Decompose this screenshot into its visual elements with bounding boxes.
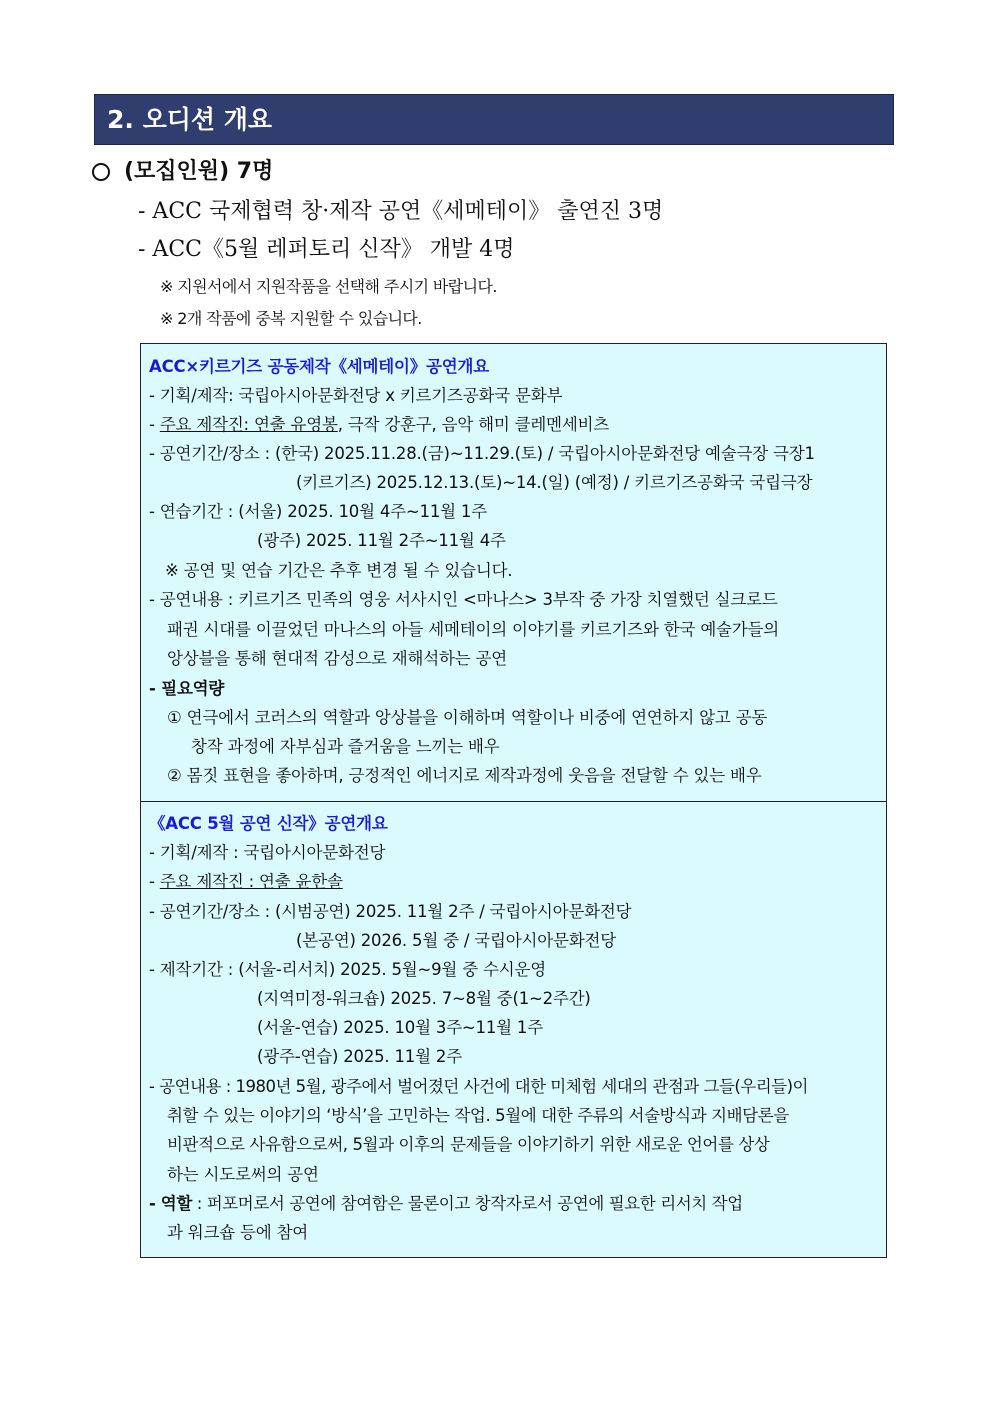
semetei-overview-box [140, 343, 887, 802]
section-title: 2. 오디션 개요 [94, 94, 894, 145]
content-line: - 공연내용 : 키르기즈 민족의 영웅 서사시인 <마나스> 3부작 중 가장 치열했던 실크로드 [149, 590, 778, 609]
recruit-note: ※ 지원서에서 지원작품을 선택해 주시기 바랍니다. [160, 277, 497, 296]
rehearsal-line: - 연습기간 : (서울) 2025. 10월 4주~11월 1주 [149, 502, 487, 521]
role-line [149, 1193, 743, 1215]
production-line: (서울-연습) 2025. 10월 3주~11월 1주 [257, 1018, 543, 1037]
production-line: (광주-연습) 2025. 11월 2주 [257, 1047, 462, 1066]
production-line: (지역미정-워크숍) 2025. 7~8월 중(1~2주간) [257, 989, 591, 1008]
competency-line [149, 678, 224, 700]
competency-prefix: - [149, 679, 162, 698]
box-title: 《ACC 5월 공연 신작》공연개요 [149, 814, 388, 833]
role-label: 역할 [160, 1194, 192, 1213]
planning-line: - 기획/제작 : 국립아시아문화전당 [149, 843, 386, 862]
staff-line [149, 414, 609, 436]
may-repertoire-overview-box [140, 801, 887, 1258]
staff-rest: , 극작 강훈구, 음악 해미 클레멘세비츠 [337, 415, 610, 434]
circle-bullet-icon [92, 163, 110, 181]
content-line: 취할 수 있는 이야기의 ‘방식’을 고민하는 작업. 5월에 대한 주류의 서술방식과 지배담론을 [167, 1106, 789, 1125]
competency-item: ② 몸짓 표현을 좋아하며, 긍정적인 에너지로 제작과정에 웃음을 전달할 수 있는 배우 [167, 766, 762, 785]
period-line: - 공연기간/장소 : (시범공연) 2025. 11월 2주 / 국립아시아문화전당 [149, 902, 632, 921]
role-prefix: - [149, 1194, 161, 1213]
box-title: ACC×키르기즈 공동제작《세메테이》공연개요 [149, 357, 489, 376]
recruit-note: ※ 2개 작품에 중복 지원할 수 있습니다. [160, 309, 422, 328]
content-line: 앙상블을 통해 현대적 감성으로 재해석하는 공연 [167, 649, 508, 668]
content-line: 비판적으로 사유함으로써, 5월과 이후의 문제들을 이야기하기 위한 새로운 언어를 상상 [167, 1135, 770, 1154]
staff-prefix: - [149, 415, 160, 434]
schedule-note: ※ 공연 및 연습 기간은 추후 변경 될 수 있습니다. [165, 561, 513, 580]
content-line: 패권 시대를 이끌었던 마나스의 아들 세메테이의 이야기를 키르기즈와 한국 예술가들의 [167, 620, 780, 639]
competency-item: 창작 과정에 자부심과 즐거움을 느끼는 배우 [191, 737, 500, 756]
recruit-heading [90, 157, 273, 187]
period-line: - 공연기간/장소 : (한국) 2025.11.28.(금)~11.29.(토) / 국립아시아문화전당 예술극장 극장1 [149, 444, 815, 463]
staff-prefix: - [149, 872, 160, 891]
period-line: (키르기즈) 2025.12.13.(토)~14.(일) (예정) / 키르기즈공화국 국립극장 [296, 473, 813, 492]
staff-underlined: 주요 제작진: 연출 유영봉 [159, 415, 338, 434]
planning-line: - 기획/제작: 국립아시아문화전당 x 키르기즈공화국 문화부 [149, 386, 563, 405]
content-line: 하는 시도로써의 공연 [167, 1165, 319, 1184]
recruit-item: - ACC 국제협력 창·제작 공연《세메테이》 출연진 3명 [138, 199, 664, 224]
competency-label: 필요역량 [161, 679, 225, 698]
competency-item: ① 연극에서 코러스의 역할과 앙상블을 이해하며 역할이나 비중에 연연하지 않고 공동 [167, 708, 768, 727]
role-rest: : 퍼포머로서 공연에 참여함은 물론이고 창작자로서 공연에 필요한 리서치 작업 [191, 1194, 743, 1213]
production-line: - 제작기간 : (서울-리서치) 2025. 5월~9월 중 수시운영 [149, 960, 546, 979]
rehearsal-line: (광주) 2025. 11월 2주~11월 4주 [257, 531, 506, 550]
staff-line [149, 871, 343, 893]
staff-underlined: 주요 제작진 : 연출 윤한솔 [159, 872, 343, 891]
content-line: - 공연내용 : 1980년 5월, 광주에서 벌어졌던 사건에 대한 미체험 세대의 관점과 그들(우리들)이 [149, 1077, 808, 1096]
recruit-item: - ACC《5월 레퍼토리 신작》 개발 4명 [138, 237, 515, 262]
period-line: (본공연) 2026. 5월 중 / 국립아시아문화전당 [296, 931, 616, 950]
recruit-heading-text: (모집인원) 7명 [124, 159, 274, 184]
role-line: 과 워크숍 등에 참여 [167, 1223, 309, 1242]
